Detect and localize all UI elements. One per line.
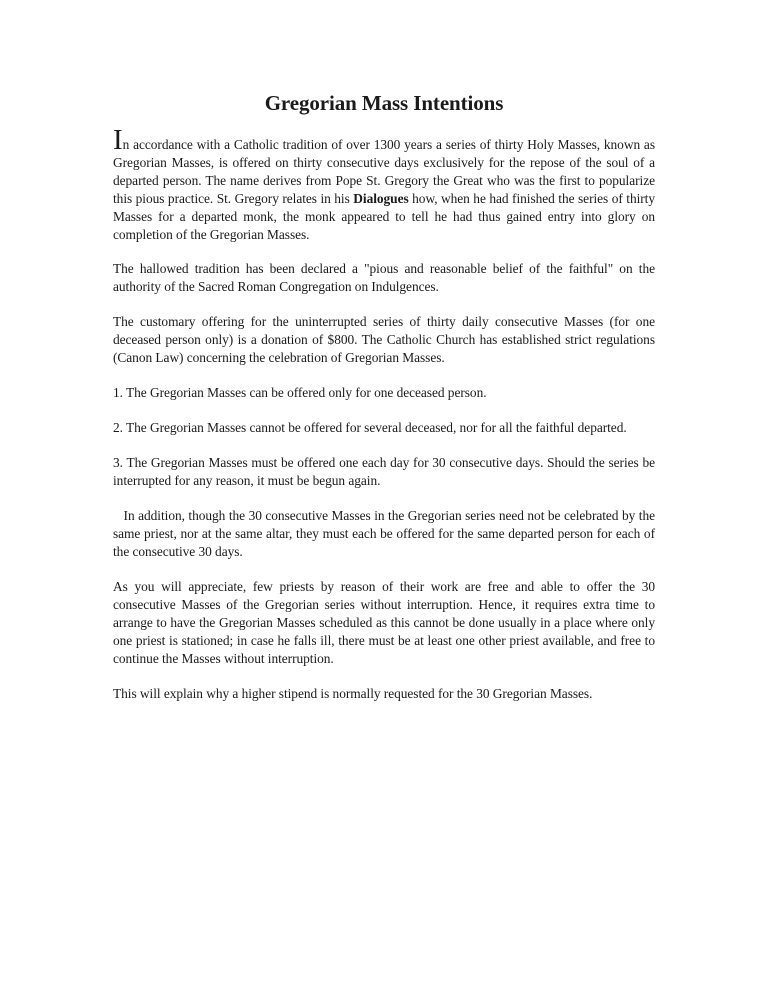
paragraph-offering: The customary offering for the uninterrupted series of thirty daily consecutive Masses (for one deceased person only) is a donation of $800. The Catholic Church has established strict regulations (Canon Law) concerning the celebration of Gregorian Masses. [113,314,655,365]
dialogues-bold: Dialogues [353,191,409,206]
drop-cap: I [113,124,123,156]
document-page [113,88,655,720]
intro-text-part2: how, when he had finished the series of thirty Masses for a departed monk, the monk appeared to tell he had thus gained entry into glory on completion of the Gregorian Masses. [113,191,655,242]
document-title: Gregorian Mass Intentions [264,91,504,115]
paragraph-tradition: The hallowed tradition has been declared a "pious and reasonable belief of the faithful" on the authority of the Sacred Roman Congregation on Indulgences. [113,261,655,294]
paragraph-priests: As you will appreciate, few priests by reason of their work are free and able to offer the 30 consecutive Masses of the Gregorian series without interruption. Hence, it requires extra time to arrange to have the Gregorian Masses scheduled as this cannot be done usually in a place where only one priest is stationed; in case he falls ill, there must be at least one other priest available, and free to continue the Masses without interruption. [113,579,655,666]
paragraph-addition: In addition, though the 30 consecutive Masses in the Gregorian series need not be celebrated by the same priest, nor at the same altar, they must each be offered for the same departed person for each of the consecutive 30 days. [113,508,655,559]
rule-item-3: 3. The Gregorian Masses must be offered one each day for 30 consecutive days. Should the series be interrupted for any reason, it must be begun again. [113,455,655,488]
paragraph-stipend: This will explain why a higher stipend is normally requested for the 30 Gregorian Masses. [113,686,593,701]
rule-item-1: 1. The Gregorian Masses can be offered only for one deceased person. [113,385,487,400]
intro-text-part1: n accordance with a Catholic tradition of over 1300 years a series of thirty Holy Masses, known as Gregorian Masses, is offered on thirty consecutive days exclusively for the repose of the soul of a departed person. The name derives from Pope St. Gregory the Great who was the first to popularize this pious practice. St. Gregory relates in his [113,137,655,206]
rule-item-2: 2. The Gregorian Masses cannot be offered for several deceased, nor for all the faithful departed. [113,420,627,435]
intro-paragraph [113,124,655,244]
